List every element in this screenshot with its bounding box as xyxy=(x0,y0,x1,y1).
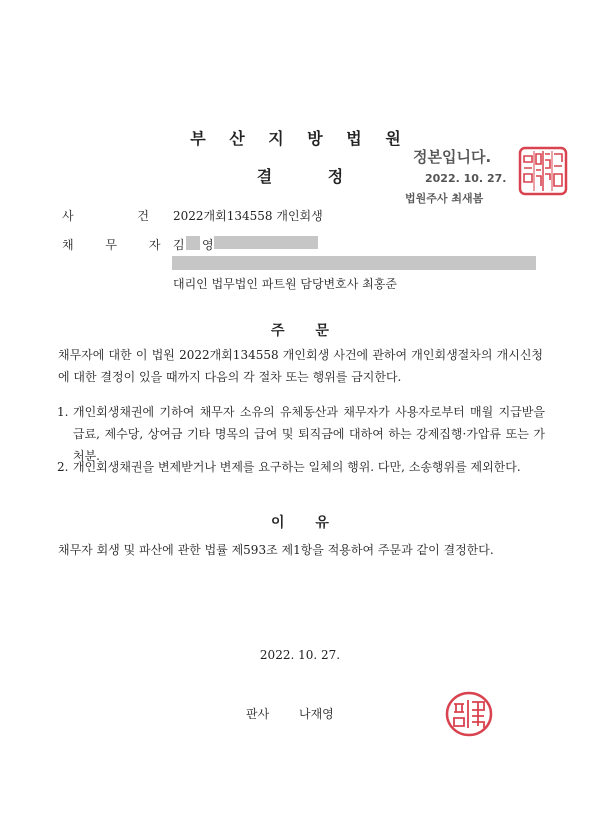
list-item-text: 개인회생채권을 변제받거나 변제를 요구하는 일체의 행위. 다만, 소송행위를 제외한다. xyxy=(73,460,521,474)
certification-date: 2022. 10. 27. xyxy=(425,172,507,185)
judge-title: 판사 xyxy=(246,707,270,721)
reason-heading: 이 유 xyxy=(271,515,329,531)
reason-text: 채무자 회생 및 파산에 관한 법률 제593조 제1항을 적용하여 주문과 같이 결정한다. xyxy=(58,543,494,557)
case-number: 2022개회134558 개인회생 xyxy=(173,209,323,223)
order-intro: 채무자에 대한 이 법원 2022개회134558 개인회생 사건에 관하여 개인회생절차의 개시신청에 대한 결정이 있을 때까지 다음의 각 절차 또는 행위를 금지한다. xyxy=(58,348,543,384)
judge-name: 나재영 xyxy=(299,707,334,721)
redaction-bar xyxy=(214,236,318,249)
representative: 대리인 법무법인 파트원 담당변호사 최홍준 xyxy=(173,277,397,291)
document-type-title: 결 정 xyxy=(256,167,344,186)
case-label: 사 건 xyxy=(62,209,179,223)
list-item-number: 1. xyxy=(57,405,69,419)
court-name: 부 산 지 방 법 원 xyxy=(190,129,410,148)
decision-date: 2022. 10. 27. xyxy=(259,648,341,662)
redaction-bar xyxy=(186,236,200,250)
certified-copy-title: 정본입니다. xyxy=(413,148,492,166)
list-item-number: 2. xyxy=(57,460,69,474)
debtor-name-end: 영 xyxy=(202,238,214,252)
list-item-text: 개인회생채권에 기하여 채무자 소유의 유체동산과 채무자가 사용자로부터 매월 지급받을 급료, 제수당, 상여금 기타 명목의 급여 및 퇴직금에 대하여 하는 강제집행·가압류 또는 가처분. xyxy=(73,405,545,463)
certification-clerk: 법원주사 최새봄 xyxy=(405,192,484,205)
debtor-label: 채 무 자 xyxy=(62,238,175,252)
order-heading: 주 문 xyxy=(271,323,329,339)
debtor-name-start: 김 xyxy=(173,238,185,252)
court-seal-icon xyxy=(518,146,568,196)
redaction-bar xyxy=(172,256,536,270)
judge-seal-icon xyxy=(444,690,494,738)
